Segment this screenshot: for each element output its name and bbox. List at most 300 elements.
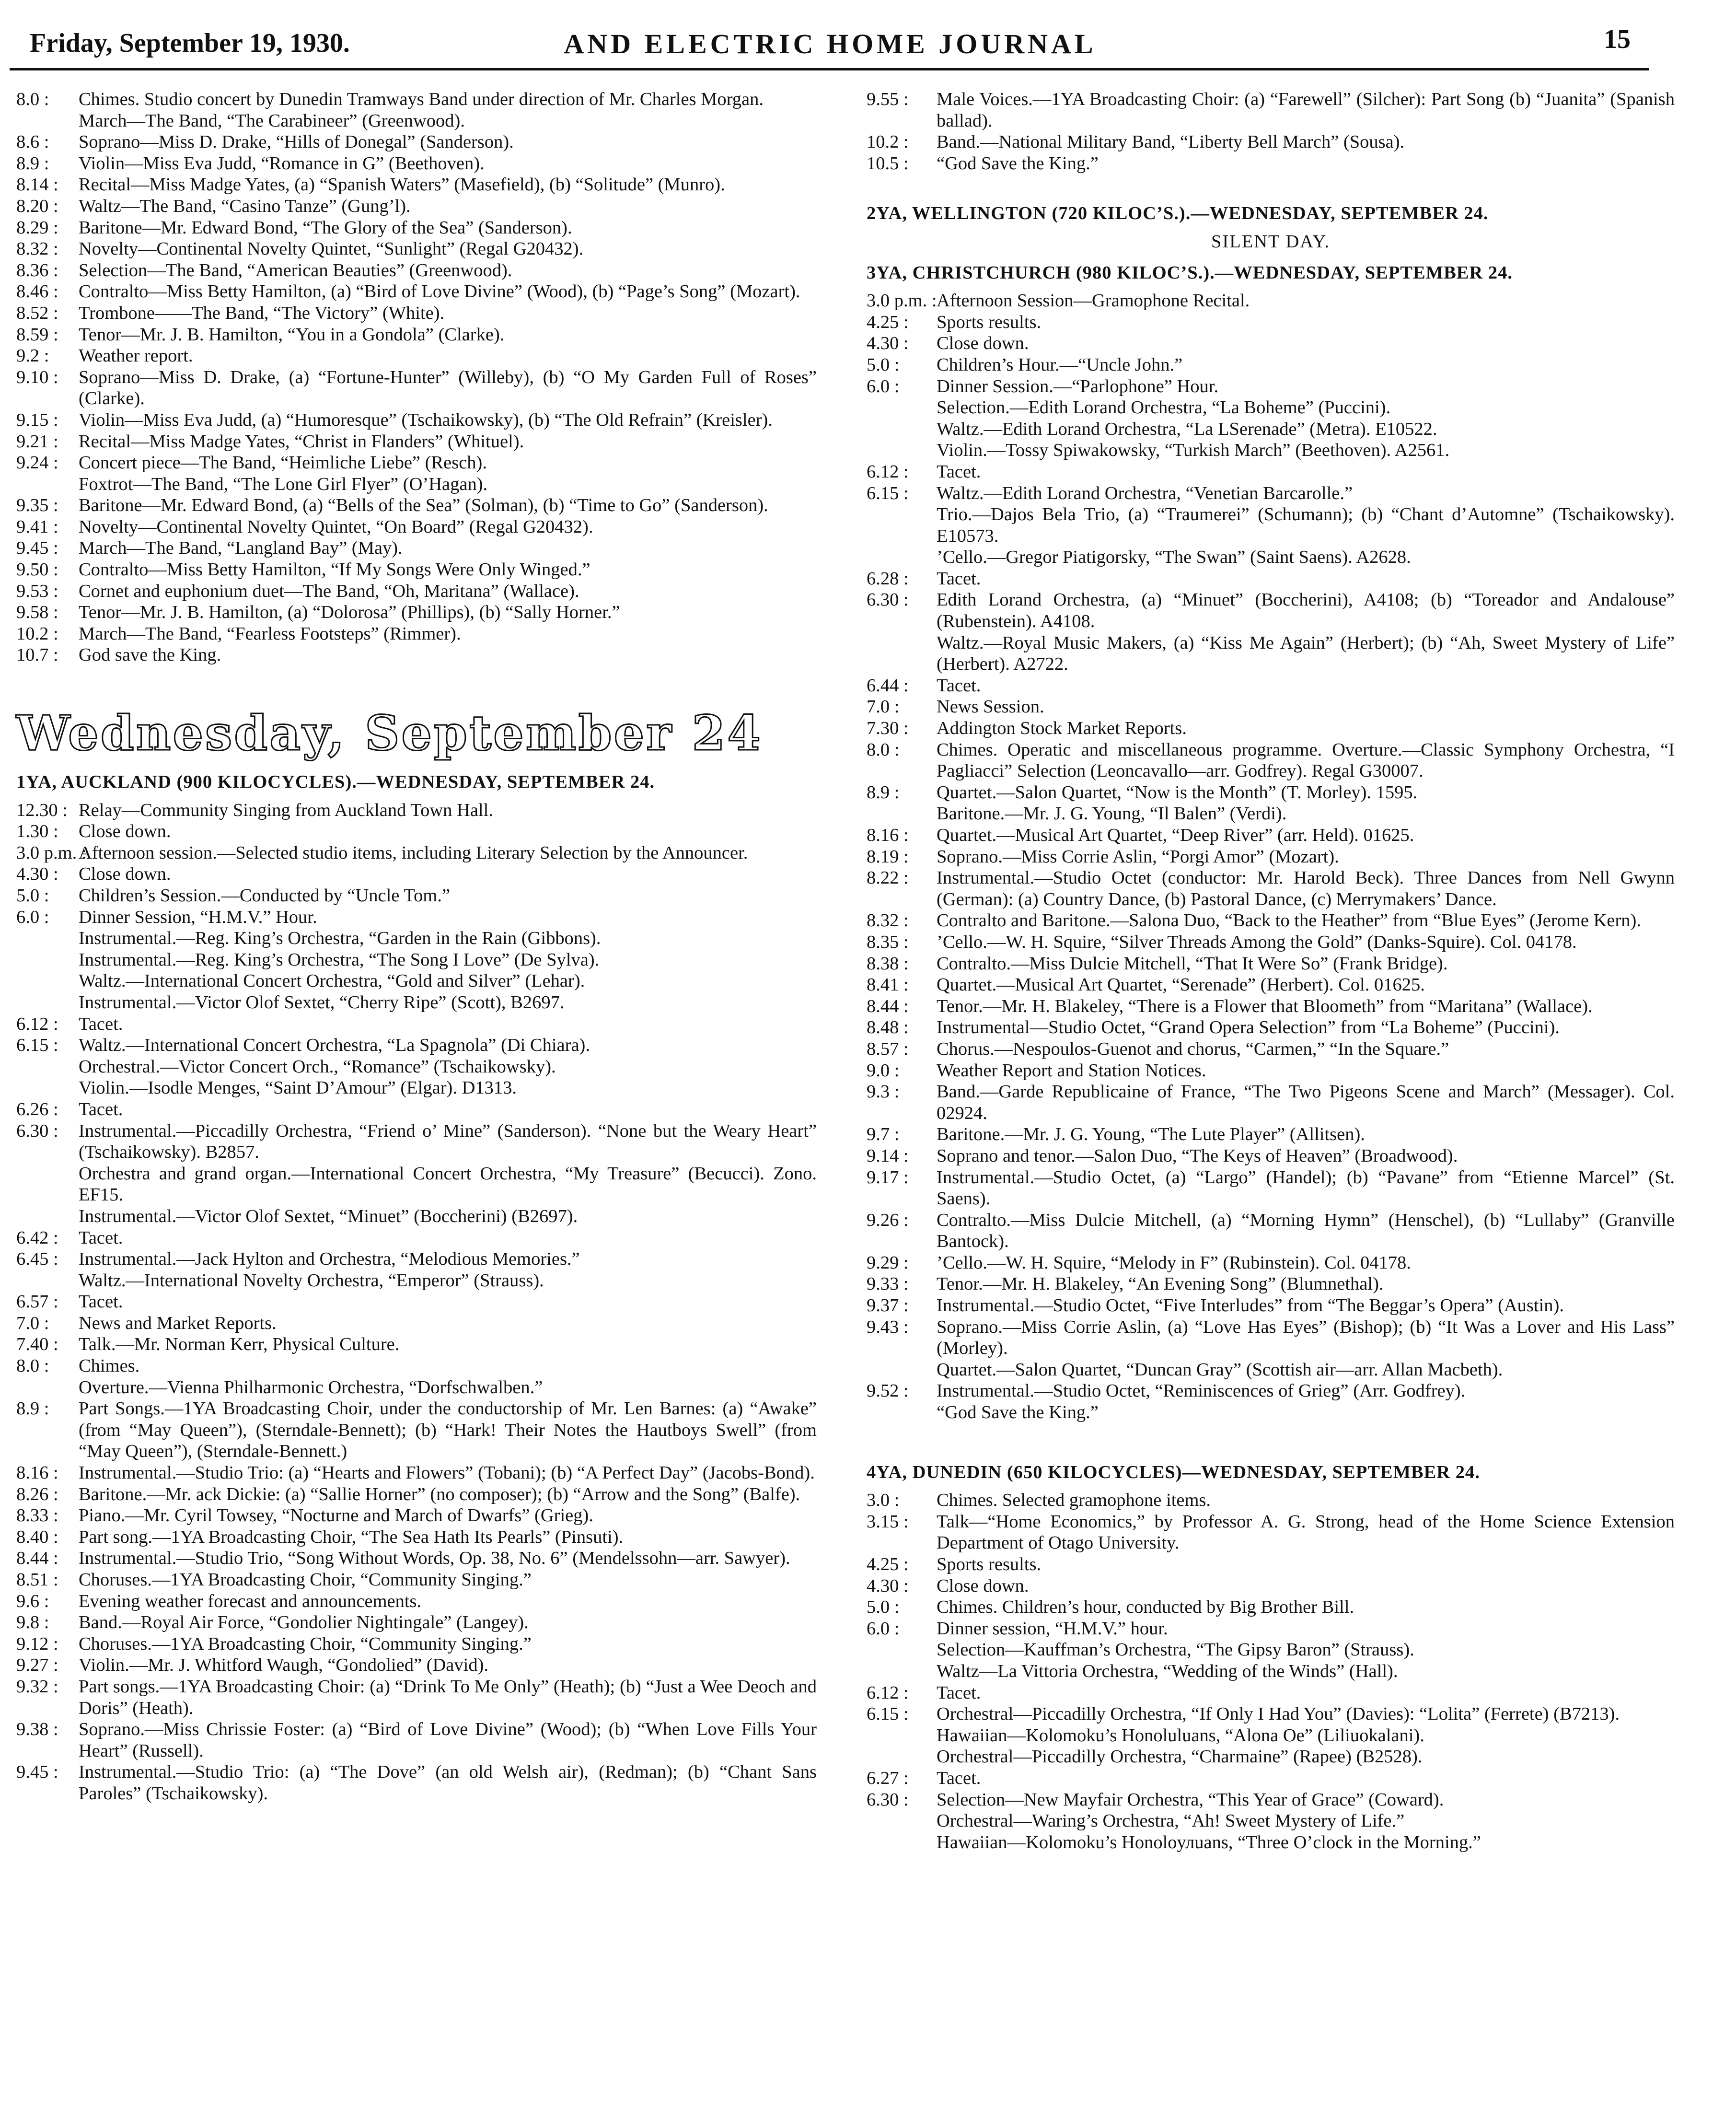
program-entry [16,1163,817,1206]
entry-text: Chimes. [79,1356,140,1376]
entry-text: Quartet.—Musical Art Quartet, “Serenade” (Herbert). Col. 01625. [937,975,1425,995]
entry-text: Contralto and Baritone.—Salona Duo, “Back to the Heather” from “Blue Eyes” (Jerome Kern). [937,910,1641,931]
program-entry [16,281,817,303]
entry-text: Quartet.—Musical Art Quartet, “Deep River” (arr. Held). 01625. [937,825,1414,845]
entry-text: Contralto.—Miss Dulcie Mitchell, “That It Were So” (Frank Bridge). [937,953,1448,974]
program-entry [867,1554,1675,1575]
program-entry [16,174,817,196]
entry-text: Recital—Miss Madge Yates, “Christ in Flanders” (Whituel). [79,431,524,452]
program-entry [867,131,1675,153]
entry-text: Waltz.—International Novelty Orchestra, “Emperor” (Strauss). [79,1270,544,1291]
program-entry [16,1056,817,1078]
program-entry [16,1291,817,1313]
program-entry [16,602,817,623]
entry-text: Violin—Miss Eva Judd, “Romance in G” (Beethoven). [79,153,485,174]
entry-time: 9.55 : [867,89,937,131]
entry-text: Novelty—Continental Novelty Quintet, “On Board” (Regal G20432). [79,516,593,537]
entry-time: 7.0 : [16,1313,79,1334]
program-entry [867,504,1675,547]
program-entry [16,1227,817,1249]
entry-text: Instrumental.—Reg. King’s Orchestra, “The Song I Love” (De Sylva). [79,949,600,970]
entry-text: Violin.—Tossy Spiwakowsky, “Turkish March” (Beethoven). A2561. [937,440,1450,461]
program-entry [867,996,1675,1017]
program-entry [867,1273,1675,1295]
program-entry [867,547,1675,568]
program-entry [16,238,817,260]
entry-time: 9.24 : [16,452,79,474]
entry-text: Instrumental.—Studio Octet, “Five Interludes” from “The Beggar’s Opera” (Austin). [937,1295,1564,1316]
program-entry [16,907,817,928]
entry-time: 9.37 : [867,1295,937,1316]
entry-text: Orchestra and grand organ.—International Concert Orchestra, “My Treasure” (Becucci). Zono. EF15. [79,1163,817,1205]
program-entry [16,1334,817,1355]
program-entry [867,589,1675,632]
entry-text: Band.—National Military Band, “Liberty Bell March” (Sousa). [937,132,1405,152]
program-entry [867,1746,1675,1768]
entry-time: 8.38 : [867,953,937,975]
entry-time: 9.17 : [867,1167,937,1210]
program-entry [16,345,817,367]
entry-text: Instrumental.—Studio Octet (conductor: Mr. Harold Beck). Three Dances from Nell Gwynn (German): (a) Country Dance, (b) Pastoral Dance, (c) Merrymakers’ Dance. [937,868,1675,909]
program-entry [867,803,1675,825]
entry-time: 8.41 : [867,974,937,996]
entry-time: 9.15 : [16,409,79,431]
program-entry [867,1252,1675,1274]
entry-time: 6.12 : [867,1682,937,1704]
program-entry [16,409,817,431]
entry-time: 4.25 : [867,1554,937,1575]
program-entry [16,1099,817,1120]
entry-time: 8.33 : [16,1505,79,1526]
entry-text: Close down. [79,821,171,842]
entry-time: 9.14 : [867,1145,937,1167]
entry-text: Waltz.—Edith Lorand Orchestra, “La LSerenade” (Metra). E10522. [937,419,1437,439]
entry-time: 9.27 : [16,1654,79,1676]
program-entry [16,1077,817,1099]
program-entry [867,419,1675,440]
entry-time: 9.2 : [16,345,79,367]
entry-time: 9.3 : [867,1081,937,1124]
entry-text: Instrumental—Studio Octet, “Grand Opera Selection” from “La Boheme” (Puccini). [937,1017,1560,1038]
entry-time: 8.29 : [16,217,79,239]
entry-time: 6.45 : [16,1248,79,1270]
entry-text: Choruses.—1YA Broadcasting Choir, “Community Singing.” [79,1570,532,1590]
entry-text: Overture.—Vienna Philharmonic Orchestra, “Dorfschwalben.” [79,1377,543,1398]
program-entry [16,1676,817,1719]
entry-text: Close down. [937,333,1029,354]
entry-time: 8.19 : [867,846,937,868]
entry-text: Selection.—Edith Lorand Orchestra, “La Boheme” (Puccini). [937,397,1391,418]
program-entry [867,440,1675,461]
entry-text: Piano.—Mr. Cyril Towsey, “Nocturne and March of Dwarfs” (Grieg). [79,1505,593,1526]
program-entry [867,1038,1675,1060]
program-entry [16,1120,817,1163]
program-entry [16,928,817,949]
entry-time: 8.9 : [867,782,937,804]
entry-time: 6.28 : [867,568,937,590]
entry-time: 12.30 : [16,800,79,821]
entry-text: Contralto.—Miss Dulcie Mitchell, (a) “Morning Hymn” (Henschel), (b) “Lullaby” (Granville Bantock). [937,1210,1675,1252]
entry-text: Chimes. Studio concert by Dunedin Tramways Band under direction of Mr. Charles Morgan. [79,89,764,109]
entry-text: Waltz.—Edith Lorand Orchestra, “Venetian Barcarolle.” [937,483,1353,503]
program-entry [16,1569,817,1591]
entry-text: Instrumental.—Studio Trio, “Song Without Words, Op. 38, No. 6” (Mendelssohn—arr. Sawyer). [79,1548,790,1569]
entry-time: 8.48 : [867,1017,937,1038]
entry-text: Instrumental.—Victor Olof Sextet, “Cherry Ripe” (Scott), B2697. [79,992,565,1013]
program-entry [867,846,1675,868]
auckland-carryover-list [867,89,1675,174]
entry-text: Selection—New Mayfair Orchestra, “This Year of Grace” (Coward). [937,1789,1444,1810]
entry-time: 8.6 : [16,131,79,153]
entry-time: 8.16 : [867,825,937,846]
entry-text: Chimes. Selected gramophone items. [937,1490,1211,1511]
entry-time: 8.35 : [867,932,937,953]
program-entry [867,696,1675,718]
entry-text: Band.—Garde Republicaine of France, “The Two Pigeons Scene and March” (Messager). Col. 02924. [937,1082,1675,1123]
entry-time: 7.40 : [16,1334,79,1355]
entry-text: Violin.—Mr. J. Whitford Waugh, “Gondolied” (David). [79,1655,489,1676]
entry-time: 6.12 : [867,461,937,483]
program-entry [867,739,1675,782]
entry-text: Violin.—Isodle Menges, “Saint D’Amour” (Elgar). D1313. [79,1078,517,1098]
program-entry [16,1654,817,1676]
entry-text: Waltz—La Vittoria Orchestra, “Wedding of the Winds” (Hall). [937,1661,1398,1681]
entry-time: 8.26 : [16,1484,79,1505]
entry-text: Quartet.—Salon Quartet, “Now is the Month” (T. Morley). 1595. [937,782,1418,803]
entry-time: 8.32 : [16,238,79,260]
program-entry [16,949,817,971]
program-entry [16,1612,817,1633]
entry-text: Afternoon session.—Selected studio items, including Literary Selection by the Announcer. [79,842,748,863]
program-entry [16,1548,817,1569]
entry-text: “God Save the King.” [937,1402,1099,1423]
program-entry [16,1591,817,1612]
entry-text: Concert piece—The Band, “Heimliche Liebe” (Resch). [79,453,487,473]
entry-text: Dinner session, “H.M.V.” hour. [937,1618,1168,1639]
auckland-program-list [16,800,817,1805]
entry-text: Soprano.—Miss Corrie Aslin, (a) “Love Has Eyes” (Bishop); (b) “It Was a Lover and His Lass” (Morley). [937,1316,1675,1359]
entry-time: 9.50 : [16,559,79,581]
program-entry [16,1206,817,1227]
program-entry [16,495,817,516]
entry-text: Trombone——The Band, “The Victory” (White). [79,303,445,323]
entry-time: 9.21 : [16,431,79,453]
program-entry [867,1639,1675,1661]
entry-text: Baritone—Mr. Edward Bond, (a) “Bells of the Sea” (Solman), (b) “Time to Go” (Sanderson). [79,495,768,516]
dunedin-tuesday-carryover-list [16,89,817,666]
entry-text: Talk—“Home Economics,” by Professor A. G. Strong, head of the Home Science Extension Department of Otago University. [937,1511,1675,1553]
issue-date: Friday, September 19, 1930. [30,28,350,58]
program-entry [16,842,817,864]
entry-text: Edith Lorand Orchestra, (a) “Minuet” (Boccherini), A4108; (b) “Toreador and Andalouse” (Rubenstein). A4108. [937,590,1675,632]
program-entry [16,992,817,1013]
entry-text: Violin—Miss Eva Judd, (a) “Humoresque” (Tschaikowsky), (b) “The Old Refrain” (Kreisler). [79,409,773,430]
program-entry [16,324,817,346]
entry-time: 9.58 : [16,602,79,623]
entry-time: 9.6 : [16,1591,79,1612]
entry-text: Selection—The Band, “American Beauties” (Greenwood). [79,260,512,280]
entry-time: 9.26 : [867,1210,937,1252]
entry-text: Dinner Session.—“Parlophone” Hour. [937,376,1219,396]
entry-text: Choruses.—1YA Broadcasting Choir, “Community Singing.” [79,1633,532,1654]
silent-day-label: SILENT DAY. [1211,231,1331,252]
program-entry [867,1789,1675,1811]
program-entry [16,217,817,239]
entry-time: 8.57 : [867,1038,937,1060]
program-entry [867,312,1675,333]
entry-time: 8.14 : [16,174,79,196]
entry-text: Soprano—Miss D. Drake, (a) “Fortune-Hunter” (Willeby), (b) “O My Garden Full of Roses” (Clarke). [79,367,817,409]
entry-text: Evening weather forecast and announcements. [79,1591,422,1611]
entry-time: 8.32 : [867,910,937,932]
program-entry [867,1490,1675,1511]
entry-text: Chimes. Operatic and miscellaneous programme. Overture.—Classic Symphony Orchestra, “I Pagliacci” Selection (Leoncavallo—arr. Godfrey). Regal G30007. [937,739,1675,781]
entry-time: 6.26 : [16,1099,79,1120]
program-entry [867,1060,1675,1082]
program-entry [867,1661,1675,1682]
program-entry [16,1248,817,1270]
entry-text: Sports results. [937,312,1042,332]
entry-text: Waltz.—International Concert Orchestra, “La Spagnola” (Di Chiara). [79,1035,590,1056]
entry-time: 9.33 : [867,1273,937,1295]
program-entry [16,110,817,132]
entry-time: 10.2 : [16,623,79,645]
program-entry [867,782,1675,804]
program-entry [16,1761,817,1804]
entry-text: Tacet. [937,1768,981,1788]
entry-text: Instrumental.—Studio Trio: (a) “The Dove” (an old Welsh air), (Redman); (b) “Chant Sans Paroles” (Tschaikowsky). [79,1762,817,1804]
entry-text: Talk.—Mr. Norman Kerr, Physical Culture. [79,1334,400,1355]
entry-time: 8.36 : [16,260,79,281]
entry-text: Soprano—Miss D. Drake, “Hills of Donegal” (Sanderson). [79,132,514,152]
entry-text: Part songs.—1YA Broadcasting Choir: (a) “Drink To Me Only” (Heath); (b) “Just a Wee Deoch and Doris” (Heath). [79,1676,817,1718]
program-entry [867,1725,1675,1747]
program-entry [867,1703,1675,1725]
program-entry [16,452,817,474]
program-entry [867,1017,1675,1038]
program-entry [16,1013,817,1035]
entry-time: 6.15 : [867,1703,937,1725]
entry-text: Close down. [937,1575,1029,1596]
program-entry [867,153,1675,175]
program-entry [867,1832,1675,1853]
entry-time: 10.5 : [867,153,937,175]
program-entry [867,1167,1675,1210]
program-entry [16,537,817,559]
entry-time: 8.0 : [16,1355,79,1377]
entry-text: Tacet. [937,461,981,482]
entry-text: Soprano.—Miss Corrie Aslin, “Porgi Amor” (Mozart). [937,846,1339,867]
entry-text: Tenor—Mr. J. B. Hamilton, (a) “Dolorosa” (Phillips), (b) “Sally Horner.” [79,602,620,623]
program-entry [16,131,817,153]
program-entry [16,1270,817,1292]
program-entry [867,1618,1675,1640]
entry-text: Children’s Hour.—“Uncle John.” [937,354,1183,375]
entry-text: Baritone.—Mr. J. G. Young, “The Lute Player” (Allitsen). [937,1124,1365,1145]
program-entry [867,397,1675,419]
program-entry [16,1355,817,1377]
entry-text: Part Songs.—1YA Broadcasting Choir, under the conductorship of Mr. Len Barnes: (a) “Awake” (from “May Queen”), (Sterndale-Bennett); (b) “Hark! Their Notes the Hautboys Swell” (from “May Queen”), (Sterndale-Bennett.) [79,1398,817,1462]
program-entry [16,1484,817,1505]
entry-text: Instrumental.—Piccadilly Orchestra, “Friend o’ Mine” (Sanderson). “None but the Weary Heart” (Tschaikowsky). B2857. [79,1120,817,1163]
station-heading-wellington: 2YA, WELLINGTON (720 KILOC’S.).—WEDNESDAY, SEPTEMBER 24. [867,203,1489,224]
program-entry [16,89,817,110]
entry-time: 7.0 : [867,696,937,718]
entry-text: Instrumental.—Studio Trio: (a) “Hearts and Flowers” (Tobani); (b) “A Perfect Day” (Jacobs-Bond). [79,1463,815,1483]
entry-time: 8.46 : [16,281,79,303]
program-entry [867,483,1675,504]
entry-text: Instrumental.—Studio Octet, “Reminiscences of Grieg” (Arr. Godfrey). [937,1381,1466,1401]
entry-time: 6.15 : [16,1035,79,1056]
entry-time: 5.0 : [867,354,937,376]
entry-time: 8.0 : [867,739,937,782]
program-entry [867,632,1675,675]
entry-time: 9.45 : [16,537,79,559]
program-entry [16,1462,817,1484]
program-entry [867,953,1675,975]
station-heading-christchurch: 3YA, CHRISTCHURCH (980 KILOC’S.).—WEDNESDAY, SEPTEMBER 24. [867,262,1513,283]
program-entry [16,1505,817,1526]
program-entry [867,1402,1675,1423]
entry-text: Selection—Kauffman’s Orchestra, “The Gipsy Baron” (Strauss). [937,1640,1414,1660]
program-entry [16,863,817,885]
program-entry [16,800,817,821]
entry-time: 6.15 : [867,483,937,504]
entry-time: 8.9 : [16,153,79,175]
program-entry [867,1295,1675,1316]
entry-time: 8.0 : [16,89,79,110]
entry-text: Hawaiian—Kolomoku’s Honoloулuans, “Three O’clock in the Morning.” [937,1832,1481,1852]
entry-text: Tenor—Mr. J. B. Hamilton, “You in a Gondola” (Clarke). [79,324,505,345]
entry-time: 8.16 : [16,1462,79,1484]
program-entry [16,260,817,281]
program-entry [16,1398,817,1462]
entry-time: 9.10 : [16,367,79,409]
entry-time: 8.59 : [16,324,79,346]
christchurch-program-list [867,290,1675,1423]
entry-text: Part song.—1YA Broadcasting Choir, “The Sea Hath Its Pearls” (Pinsuti). [79,1526,624,1547]
entry-text: March—The Band, “Fearless Footsteps” (Rimmer). [79,623,461,644]
station-heading-auckland: 1YA, AUCKLAND (900 KILOCYCLES).—WEDNESDAY, SEPTEMBER 24. [16,772,655,792]
program-entry [16,1526,817,1548]
station-heading-dunedin: 4YA, DUNEDIN (650 KILOCYCLES)—WEDNESDAY, SEPTEMBER 24. [867,1462,1480,1482]
entry-text: Waltz.—Royal Music Makers, (a) “Kiss Me Again” (Herbert); (b) “Ah, Sweet Mystery of Life” (Herbert). A2722. [937,632,1675,675]
program-entry [16,623,817,645]
entry-time: 9.53 : [16,581,79,602]
entry-text: Orchestral—Piccadilly Orchestra, “If Only I Had You” (Davies): “Lolita” (Ferrete) (B7213). [937,1704,1620,1724]
entry-text: Addington Stock Market Reports. [937,718,1187,739]
entry-time: 6.0 : [867,1618,937,1640]
entry-text: Tacet. [937,1682,981,1703]
entry-time: 4.30 : [867,333,937,354]
program-entry [16,367,817,409]
program-entry [16,474,817,495]
entry-time: 5.0 : [867,1596,937,1618]
entry-text: Afternoon Session—Gramophone Recital. [937,291,1250,311]
entry-time: 9.7 : [867,1124,937,1145]
entry-text: March—The Band, “The Carabineer” (Greenwood). [79,110,465,131]
entry-text: Weather Report and Station Notices. [937,1060,1206,1081]
entry-time: 9.29 : [867,1252,937,1274]
entry-text: Chimes. Children’s hour, conducted by Big Brother Bill. [937,1597,1354,1618]
program-entry [867,825,1675,846]
entry-text: Orchestral—Piccadilly Orchestra, “Charmaine” (Rapee) (B2528). [937,1747,1423,1767]
program-entry [16,559,817,581]
program-entry [16,153,817,175]
page-number: 15 [1604,24,1631,54]
program-entry [16,1313,817,1334]
entry-time: 8.20 : [16,196,79,217]
entry-text: Cornet and euphonium duet—The Band, “Oh, Maritana” (Wallace). [79,581,579,601]
entry-text: Baritone—Mr. Edward Bond, “The Glory of the Sea” (Sanderson). [79,217,572,238]
day-heading: Wednesday, September 24 [16,705,763,762]
entry-time: 9.32 : [16,1676,79,1719]
entry-time: 6.42 : [16,1227,79,1249]
entry-time: 3.0 : [867,1490,937,1511]
entry-time: 8.9 : [16,1398,79,1462]
program-entry [16,821,817,842]
entry-time: 3.15 : [867,1511,937,1554]
header-rule [10,68,1649,70]
entry-time: 8.44 : [867,996,937,1017]
entry-text: Orchestral—Waring’s Orchestra, “Ah! Sweet Mystery of Life.” [937,1811,1405,1831]
program-entry [867,1081,1675,1124]
program-entry [867,1145,1675,1167]
right-column [867,89,1675,1853]
program-entry [867,1511,1675,1554]
entry-time: 4.30 : [16,863,79,885]
program-entry [867,568,1675,590]
entry-time: 5.0 : [16,885,79,907]
entry-text: Quartet.—Salon Quartet, “Duncan Gray” (Scottish air—arr. Allan Macbeth). [937,1359,1503,1380]
entry-text: Soprano.—Miss Chrissie Foster: (a) “Bird of Love Divine” (Wood); (b) “When Love Fills Your Heart” (Russell). [79,1719,817,1761]
entry-time: 6.57 : [16,1291,79,1313]
entry-time: 3.0 p.m. : [16,842,79,864]
entry-time: 9.43 : [867,1316,937,1359]
entry-text: Tacet. [937,568,981,589]
entry-text: Tenor.—Mr. H. Blakeley, “An Evening Song” (Blumnethal). [937,1274,1384,1294]
entry-text: News Session. [937,697,1044,717]
entry-text: Relay—Community Singing from Auckland Town Hall. [79,800,493,820]
entry-text: “God Save the King.” [937,153,1099,174]
entry-time: 6.12 : [16,1013,79,1035]
program-entry [16,1377,817,1398]
entry-text: Tacet. [79,1013,123,1034]
program-entry [867,932,1675,953]
entry-time: 9.41 : [16,516,79,538]
entry-time: 1.30 : [16,821,79,842]
entry-text: ’Cello.—W. H. Squire, “Silver Threads Among the Gold” (Danks-Squire). Col. 04178. [937,932,1577,952]
program-entry [16,885,817,907]
entry-text: Instrumental.—Studio Octet, (a) “Largo” (Handel); (b) “Pavane” from “Etienne Marcel” (St. Saens). [937,1167,1675,1209]
program-entry [867,910,1675,932]
entry-text: Dinner Session, “H.M.V.” Hour. [79,907,317,927]
program-entry [867,1380,1675,1402]
entry-text: Recital—Miss Madge Yates, (a) “Spanish Waters” (Masefield), (b) “Solitude” (Munro). [79,175,725,195]
entry-text: Tacet. [937,675,981,696]
program-entry [867,1768,1675,1789]
entry-time: 8.44 : [16,1548,79,1569]
entry-text: Foxtrot—The Band, “The Lone Girl Flyer” (O’Hagan). [79,474,488,494]
entry-text: ’Cello.—Gregor Piatigorsky, “The Swan” (Saint Saens). A2628. [937,547,1411,568]
program-entry [16,644,817,666]
program-entry [16,1633,817,1655]
entry-time: 6.30 : [867,589,937,632]
entry-time: 6.0 : [867,376,937,397]
entry-text: Tenor.—Mr. H. Blakeley, “There is a Flower that Bloometh” from “Maritana” (Wallace). [937,996,1593,1016]
entry-time: 10.2 : [867,131,937,153]
program-entry [16,303,817,324]
